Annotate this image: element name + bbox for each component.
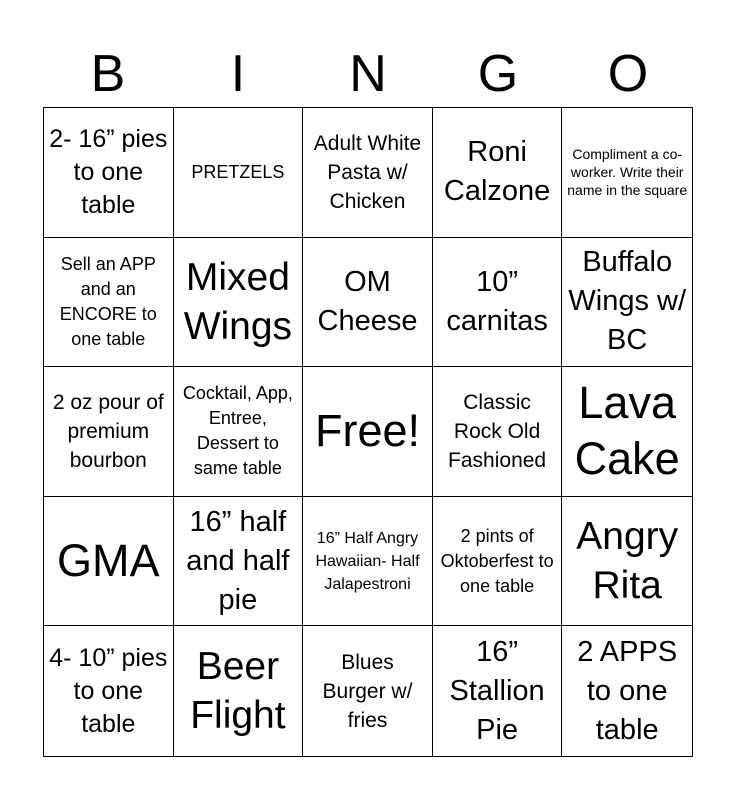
cell-label: 16” Stallion Pie <box>449 635 545 746</box>
cell-label: Roni Calzone <box>443 136 551 208</box>
bingo-cell-r4c2[interactable] <box>174 497 304 627</box>
header-letter-i: I <box>230 45 246 103</box>
cell-label: GMA <box>57 535 160 587</box>
bingo-cell-r2c2[interactable] <box>174 238 304 368</box>
header-letter-n: N <box>349 45 387 103</box>
cell-label: 2 pints of Oktoberfest to one table <box>440 525 554 596</box>
bingo-cell-r1c4[interactable] <box>433 108 563 238</box>
cell-label: Adult White Pasta w/ Chicken <box>313 131 422 213</box>
bingo-cell-r3c2[interactable] <box>174 367 304 497</box>
cell-label: Sell an APP and an ENCORE to one table <box>59 253 157 349</box>
cell-label: 10” carnitas <box>446 265 548 337</box>
cell-label: Angry Rita <box>576 515 679 608</box>
bingo-cell-r3c1[interactable] <box>44 367 174 497</box>
cell-label: 16” Half Angry Hawaiian- Half Jalapestroni <box>315 529 420 593</box>
free-space-label: Free! <box>314 405 420 457</box>
bingo-cell-r5c5[interactable] <box>562 626 692 756</box>
bingo-cell-r2c1[interactable] <box>44 238 174 368</box>
cell-label: Compliment a co-worker. Write their name in the square <box>567 146 688 199</box>
cell-label: Lava Cake <box>574 377 680 485</box>
cell-label: Mixed Wings <box>183 255 293 348</box>
bingo-cell-r3c5[interactable] <box>562 367 692 497</box>
cell-label: Buffalo Wings w/ BC <box>568 246 687 357</box>
cell-label: Cocktail, App, Entree, Dessert to same table <box>182 383 293 479</box>
bingo-cell-r1c2[interactable] <box>174 108 304 238</box>
header-letter-b: B <box>90 45 126 103</box>
bingo-cell-r4c3[interactable] <box>303 497 433 627</box>
bingo-cell-r3c3 free-space[interactable] <box>303 367 433 497</box>
cell-label: 4- 10” pies to one table <box>49 643 168 738</box>
cell-label: Beer Flight <box>190 645 286 738</box>
bingo-cell-r1c1[interactable] <box>44 108 174 238</box>
cell-label: PRETZELS <box>191 161 285 182</box>
bingo-cell-r2c3[interactable] <box>303 238 433 368</box>
cell-label: 2 APPS to one table <box>577 635 678 746</box>
bingo-cell-r2c4[interactable] <box>433 238 563 368</box>
bingo-cell-r4c5[interactable] <box>562 497 692 627</box>
cell-label: OM Cheese <box>317 265 418 337</box>
header-letter-o: O <box>607 45 649 103</box>
bingo-cell-r3c4[interactable] <box>433 367 563 497</box>
header-letter-g: G <box>477 45 519 103</box>
cell-label: Blues Burger w/ fries <box>322 650 413 732</box>
bingo-cell-r5c2[interactable] <box>174 626 304 756</box>
cell-label: Classic Rock Old Fashioned <box>448 390 547 472</box>
bingo-cell-r1c3[interactable] <box>303 108 433 238</box>
cell-label: 2 oz pour of premium bourbon <box>52 390 164 472</box>
bingo-cell-r5c4[interactable] <box>433 626 563 756</box>
bingo-board <box>43 107 693 757</box>
bingo-header <box>43 40 693 108</box>
bingo-cell-r5c1[interactable] <box>44 626 174 756</box>
bingo-cell-r1c5[interactable] <box>562 108 692 238</box>
bingo-cell-r2c5[interactable] <box>562 238 692 368</box>
bingo-cell-r4c1[interactable] <box>44 497 174 627</box>
cell-label: 16” half and half pie <box>186 505 290 616</box>
bingo-cell-r5c3[interactable] <box>303 626 433 756</box>
bingo-cell-r4c4[interactable] <box>433 497 563 627</box>
cell-label: 2- 16” pies to one table <box>49 124 168 219</box>
